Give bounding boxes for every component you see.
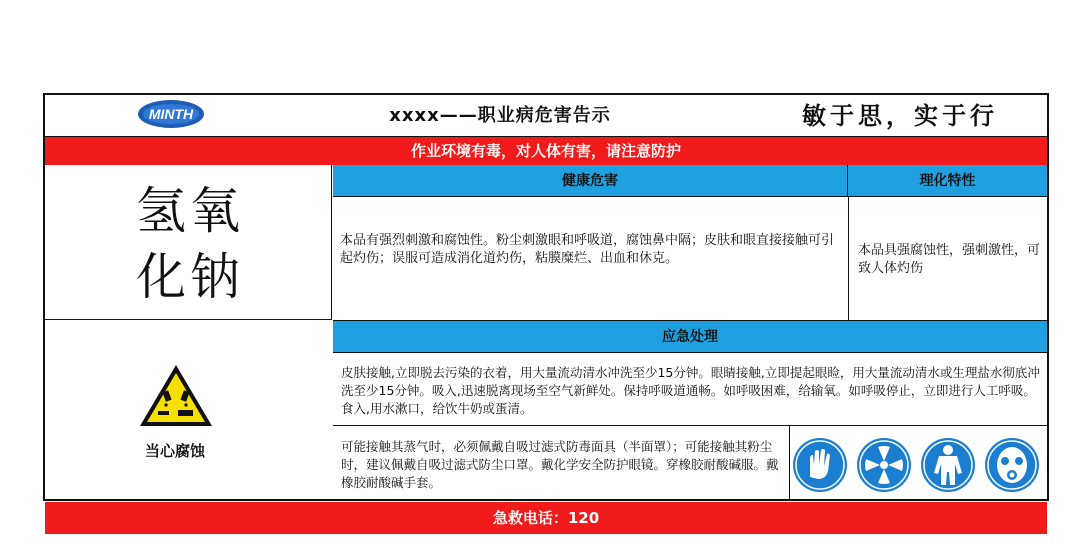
physchem-divider: [848, 197, 849, 320]
emergency-header: 应急处理: [333, 321, 1047, 353]
physchem-text: 本品具强腐蚀性，强刺激性，可致人体灼伤: [858, 243, 1041, 276]
chemical-name: [100, 178, 280, 310]
warning-bar: 作业环境有毒，对人体有害，请注意防护: [45, 137, 1047, 165]
emergency-phone-bar: 急救电话：120: [45, 502, 1047, 534]
minth-logo: [136, 98, 206, 130]
physchem-header: 理化特性: [848, 165, 1047, 197]
company-motto: 敏于思，实于行: [802, 101, 998, 130]
ppe-divider: [789, 425, 790, 500]
gas-mask-icon: [985, 438, 1039, 492]
emergency-text: 皮肤接触,立即脱去污染的衣着，用大量流动清水冲洗至少15分钟。眼睛接触,立即提起眼睑，用大量流动清水或生理盐水彻底冲洗至少15分钟。吸入,迅速脱离现场至空气新鲜处。保持呼吸道通畅。如呼吸困难，给输氧。如呼吸停止，立即进行人工呼吸。食入,用水漱口，给饮牛奶或蛋清。: [341, 365, 1040, 416]
hazard-sign-label: 当心腐蚀: [144, 442, 205, 460]
protective-suit-icon: [921, 438, 975, 492]
health-hazard-text: 本品有强烈刺激和腐蚀性。粉尘刺激眼和呼吸道，腐蚀鼻中隔；皮肤和眼直接接触可引起灼伤；误服可造成消化道灼伤，粘膜糜烂、出血和休克。: [340, 233, 835, 266]
gloves-icon: [793, 438, 847, 492]
svg-text:MINTH: MINTH: [148, 106, 194, 122]
respirator-fan-icon: [857, 438, 911, 492]
ppe-icons: [792, 437, 1046, 493]
corrosion-warning-icon: [138, 363, 214, 429]
chemical-name-line2: 化钠: [136, 248, 244, 306]
notice-title: xxxx——职业病危害告示: [389, 105, 611, 126]
chemical-name-line1: 氢氧: [136, 182, 244, 240]
protection-text: 可能接触其蒸气时，必须佩戴自吸过滤式防毒面具（半面罩）；可能接触其粉尘时，建议佩戴自吸过滤式防尘口罩。戴化学安全防护眼镜。穿橡胶耐酸碱服。戴橡胶耐酸碱手套。: [341, 439, 779, 490]
health-hazard-header: 健康危害: [333, 165, 848, 197]
protection-divider: [333, 425, 1047, 426]
